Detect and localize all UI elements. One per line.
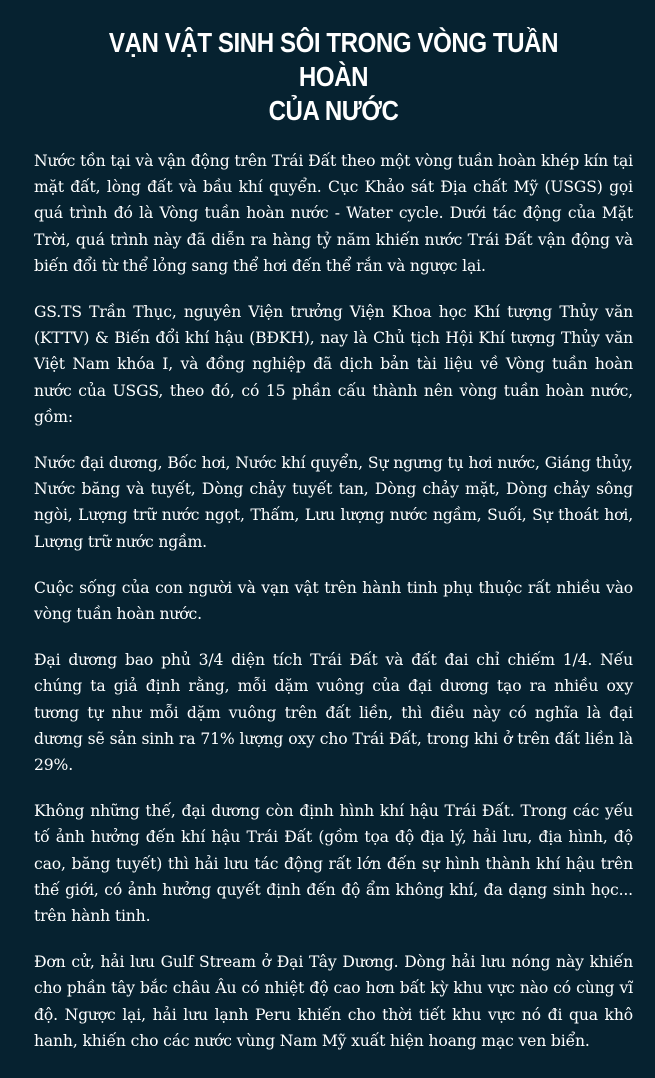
article-title-line-2: CỦA NƯỚC [268,95,399,126]
paragraph-ocean-oxygen: Đại dương bao phủ 3/4 diện tích Trái Đất và đất đai chỉ chiếm 1/4. Nếu chúng ta giả định rằng, mỗi dặm vuông của đại dương tạo ra nhiều oxy tương tự như mỗi dặm vuông trên đất liền, thì điều này có nghĩa là đại dương sẽ sản sinh ra 71% lượng oxy cho Trái Đất, trong khi ở trên đất liền là 29%. [34,651,633,775]
paragraph-intro: Nước tồn tại và vận động trên Trái Đất theo một vòng tuần hoàn khép kín tại mặt đất, lòng đất và bầu khí quyển. Cục Khảo sát Địa chất Mỹ (USGS) gọi quá trình đó là Vòng tuần hoàn nước - Water cycle. Dưới tác động của Mặt Trời, quá trình này đã diễn ra hàng tỷ năm khiến nước Trái Đất vận động và biến đổi từ thể lỏng sang thể hơi đến thể rắn và ngược lại. [34,152,633,275]
article-body [34,148,633,1054]
paragraph-ocean-climate: Không những thế, đại dương còn định hình khí hậu Trái Đất. Trong các yếu tố ảnh hưởng đến khí hậu Trái Đất (gồm tọa độ địa lý, hải lưu, địa hình, độ cao, băng tuyết) thì hải lưu tác động rất lớn đến sự hình thành khí hậu trên thế giới, có ảnh hưởng quyết định đến độ ẩm không khí, đa dạng sinh học... trên hành tinh. [34,802,633,926]
paragraph-usgs-translation: GS.TS Trần Thục, nguyên Viện trưởng Viện Khoa học Khí tượng Thủy văn (KTTV) & Biến đổi khí hậu (BĐKH), nay là Chủ tịch Hội Khí tượng Thủy văn Việt Nam khóa I, và đồng nghiệp đã dịch bản tài liệu về Vòng tuần hoàn nước của USGS, theo đó, có 15 phần cấu thành nên vòng tuần hoàn nước, gồm: [34,303,633,426]
paragraph-dependence: Cuộc sống của con người và vạn vật trên hành tinh phụ thuộc rất nhiều vào vòng tuần hoàn nước. [34,578,633,624]
paragraph-components-list: Nước đại dương, Bốc hơi, Nước khí quyển, Sự ngưng tụ hơi nước, Giáng thủy, Nước băng và tuyết, Dòng chảy tuyết tan, Dòng chảy mặt, Dòng chảy sông ngòi, Lượng trữ nước ngọt, Thấm, Lưu lượng nước ngầm, Suối, Sự thoát hơi, Lượng trữ nước ngầm. [34,454,633,551]
article-title [76,26,591,128]
article-title-line-1: VẠN VẬT SINH SÔI TRONG VÒNG TUẦN HOÀN [108,27,559,92]
paragraph-ocean-currents: Đơn cử, hải lưu Gulf Stream ở Đại Tây Dương. Dòng hải lưu nóng này khiến cho phần tây bắc châu Âu có nhiệt độ cao hơn bất kỳ khu vực nào có cùng vĩ độ. Ngược lại, hải lưu lạnh Peru khiến cho thời tiết khu vực nó đi qua khô hanh, khiến cho các nước vùng Nam Mỹ xuất hiện hoang mạc ven biển. [34,953,633,1050]
